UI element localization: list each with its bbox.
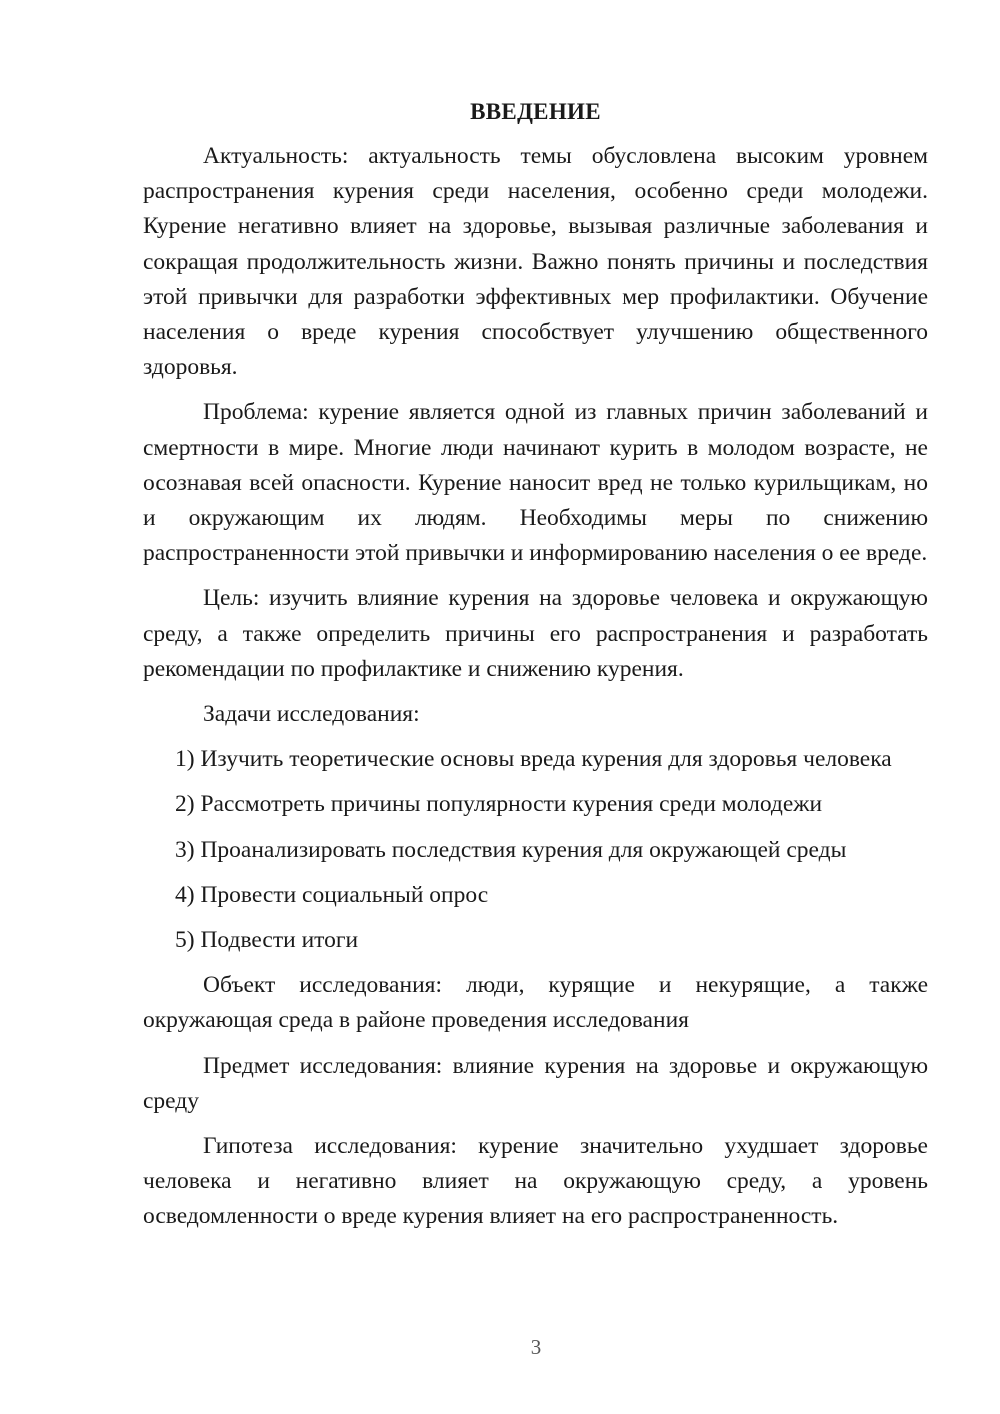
object-paragraph: Объект исследования: люди, курящие и некурящие, а также окружающая среда в районе проведения исследования: [143, 972, 928, 1034]
task-item: 1) Изучить теоретические основы вреда курения для здоровья человека: [175, 746, 892, 773]
document-page: [143, 94, 928, 1245]
tasks-heading: Задачи исследования:: [203, 701, 420, 728]
goal-paragraph: Цель: изучить влияние курения на здоровье человека и окружающую среду, а также определить причины его распространения и разработать рекомендации по профилактике и снижению курения.: [143, 585, 928, 682]
task-item: 2) Рассмотреть причины популярности курения среди молодежи: [175, 791, 823, 818]
subject-paragraph: Предмет исследования: влияние курения на здоровье и окружающую среду: [143, 1052, 928, 1114]
problem-paragraph: Проблема: курение является одной из главных причин заболеваний и смертности в мире. Многие люди начинают курить в молодом возрасте, не осознавая всей опасности. Курение наносит вред не только курильщикам, но и окружающим их людям. Необходимы меры по снижению распространенности этой привычки и информированию населения о ее вреде.: [143, 399, 928, 567]
task-item: 5) Подвести итоги: [175, 927, 359, 954]
task-item: 3) Проанализировать последствия курения для окружающей среды: [175, 836, 847, 863]
hypothesis-paragraph: Гипотеза исследования: курение значительно ухудшает здоровье человека и негативно влияет на окружающую среду, а уровень осведомленности о вреде курения влияет на его распространенность.: [143, 1133, 928, 1230]
relevance-paragraph: Актуальность: актуальность темы обусловлена высоким уровнем распространения курения среди населения, особенно среди молодежи. Курение негативно влияет на здоровье, вызывая различные заболевания и сокращая продолжительность жизни. Важно понять причины и последствия этой привычки для разработки эффективных мер профилактики. Обучение населения о вреде курения способствует улучшению общественного здоровья.: [143, 143, 928, 381]
section-title: ВВЕДЕНИЕ: [470, 99, 601, 124]
task-item: 4) Провести социальный опрос: [175, 881, 489, 908]
tasks-list: [143, 742, 928, 958]
page-number: 3: [530, 1335, 542, 1359]
